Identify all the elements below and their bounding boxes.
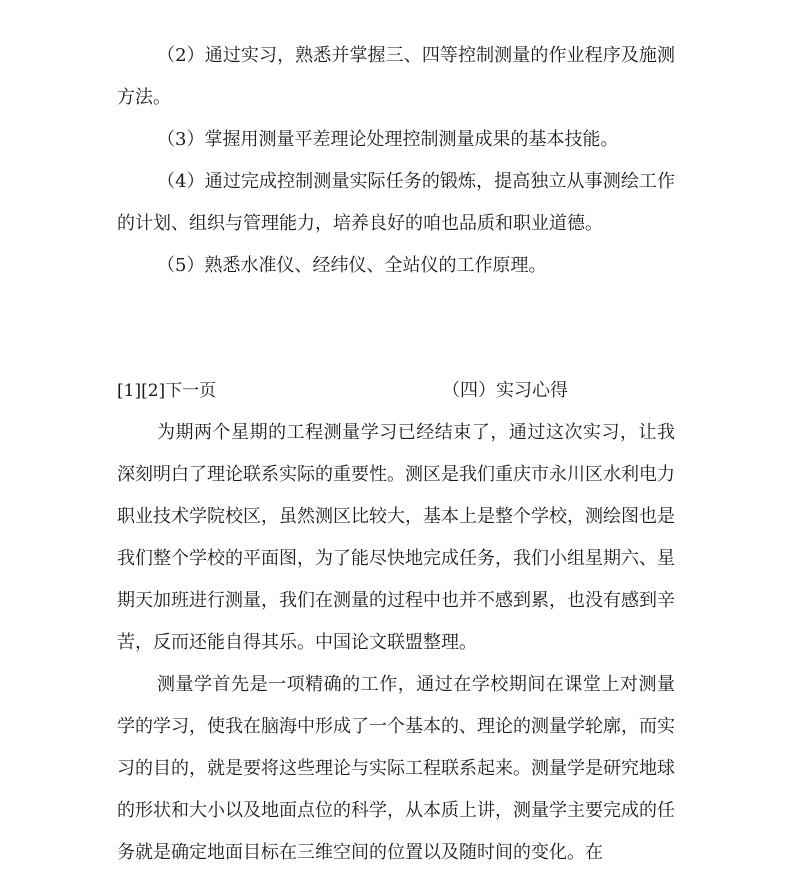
page-1-link[interactable]: [1] [117,381,142,401]
pagination [117,370,216,412]
pagination-row [117,370,675,412]
next-page-link[interactable]: 下一页 [165,381,217,401]
reflection-paragraph-2: 测量学首先是一项精确的工作，通过在学校期间在课堂上对测量学的学习，使我在脑海中形成了一个基本的、理论的测量学轮廓，而实习的目的，就是要将这些理论与实际工程联系起来。测量学是研究地球的形状和大小以及地面点位的科学，从本质上讲，测量学主要完成的任务就是确定地面目标在三维空间的位置以及随时间的变化。在 [117,674,675,863]
objective-paragraph-4: （4）通过完成控制测量实际任务的锻炼，提高独立从事测绘工作的计划、组织与管理能力，培养良好的咱也品质和职业道德。 [117,171,675,234]
reflection-paragraph-1: 为期两个星期的工程测量学习已经结束了，通过这次实习，让我深刻明白了理论联系实际的重要性。测区是我们重庆市永川区水利电力职业技术学院校区，虽然测区比较大，基本上是整个学校，测绘图也是我们整个学校的平面图，为了能尽快地完成任务，我们小组星期六、星期天加班进行测量，我们在测量的过程中也并不感到累，也没有感到辛苦，反而还能自得其乐。中国论文联盟整理。 [117,422,675,653]
page-2-link[interactable]: [2] [141,381,166,401]
objective-paragraph-5: （5）熟悉水准仪、经纬仪、全站仪的工作原理。 [157,255,547,276]
objective-paragraph-2: （2）通过实习，熟悉并掌握三、四等控制测量的作业程序及施测方法。 [117,45,675,108]
objective-paragraph-3: （3）掌握用测量平差理论处理控制测量成果的基本技能。 [157,129,619,150]
section-heading: （四）实习心得 [442,380,568,401]
